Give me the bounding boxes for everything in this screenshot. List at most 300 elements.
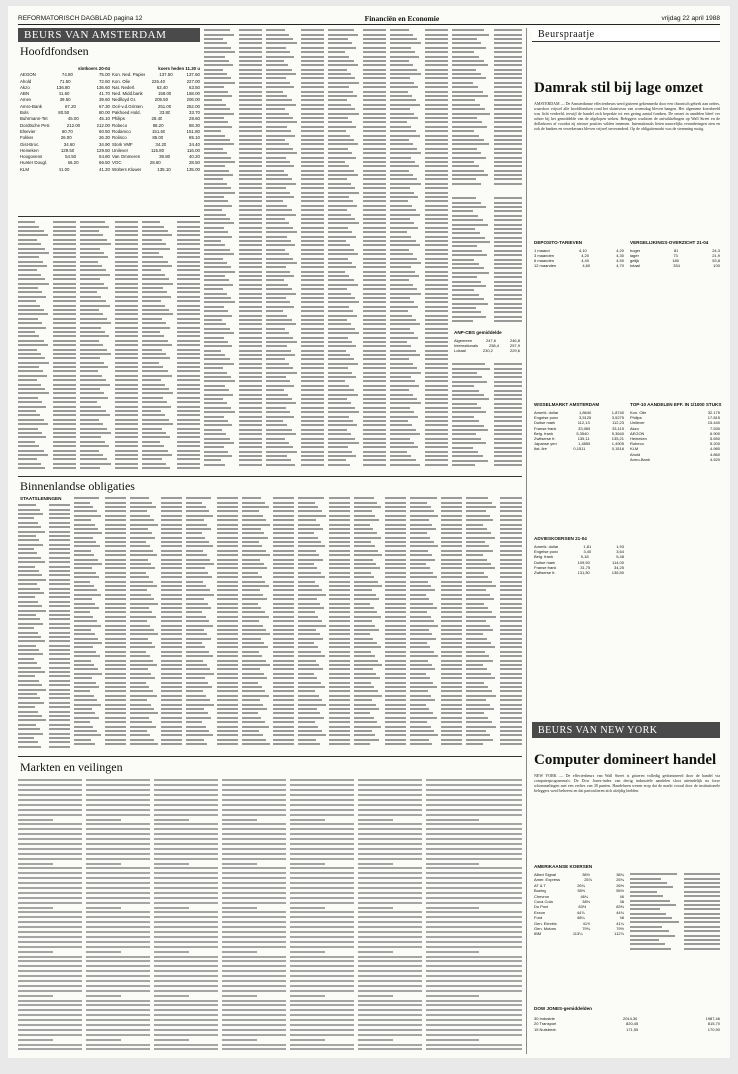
row-value: 4,20 xyxy=(581,253,589,258)
row-value: 41.60 xyxy=(58,91,70,97)
row-value: 80.00 xyxy=(98,110,110,116)
row-value: 158.00 xyxy=(186,91,200,97)
row-value: 54.80 xyxy=(99,154,110,160)
row-label: AEGON xyxy=(630,430,645,436)
row-value: 3,40 xyxy=(583,549,592,555)
row-value: 28.60 xyxy=(149,160,161,166)
row-label: 12 maanden xyxy=(534,263,557,268)
header-left: REFORMATORISCH DAGBLAD pagina 12 xyxy=(18,14,143,22)
row-value: 2014,36 xyxy=(622,1016,638,1021)
amerik-table xyxy=(534,872,624,952)
row-label: Unilever xyxy=(112,147,129,153)
row-value: 4,10 xyxy=(578,248,587,253)
adviesk-title: ADVIESKOERSEN 21-04 xyxy=(534,536,587,541)
row-label: Robeco xyxy=(630,441,644,447)
beurspraatje-headline: Damrak stil bij lage omzet xyxy=(534,80,704,96)
row-value: 79½ xyxy=(616,926,624,932)
row-value: 4,30 xyxy=(616,253,624,258)
row-value: 41.20 xyxy=(99,166,110,172)
row-label: Chevron xyxy=(534,893,550,899)
row-label: Amerik. dollar xyxy=(534,544,559,549)
row-value: 26½ xyxy=(616,882,624,888)
row-label: Exxon xyxy=(534,909,546,915)
row-value: 0,1511 xyxy=(573,446,586,452)
row-value: 6.900 xyxy=(709,430,720,436)
stocks-col-3 xyxy=(142,220,200,472)
stocks-col-6 xyxy=(328,28,386,472)
row-value: 53,8 xyxy=(712,258,720,263)
bonds-col-3 xyxy=(130,496,182,751)
markten-col-1 xyxy=(18,778,82,1054)
row-value: 26.30 xyxy=(98,135,110,141)
row-value: 3,64 xyxy=(616,549,624,555)
row-value: 158.00 xyxy=(157,91,172,97)
row-label: hoger xyxy=(630,248,641,253)
table-row xyxy=(454,348,520,353)
stocks-col-9 xyxy=(452,196,522,326)
row-value: 0,1516 xyxy=(611,446,624,452)
row-label: Philips xyxy=(112,116,125,122)
bonds-col-9 xyxy=(466,496,522,751)
row-value: 114,00 xyxy=(612,559,624,565)
row-value: 4,60 xyxy=(582,263,591,268)
row-label: Algemeen xyxy=(454,338,473,343)
markten-col-2 xyxy=(86,778,150,1054)
hoofdfondsen-title: Hoofdfondsen xyxy=(20,44,89,58)
row-value: 38½ xyxy=(582,872,590,877)
row-value: 33.70 xyxy=(189,110,200,116)
row-value: 28.60 xyxy=(189,116,200,122)
row-value: 137.60 xyxy=(186,72,200,78)
row-value: 229,6 xyxy=(509,348,520,353)
row-label: Du Pont xyxy=(534,904,549,910)
row-value: 1987,46 xyxy=(705,1016,720,1021)
stocks-col-10 xyxy=(452,362,522,472)
row-label: Nat. Nederl. xyxy=(112,84,136,90)
row-value: 1,8740 xyxy=(611,410,624,415)
row-label: Belg. frank xyxy=(534,430,554,436)
row-value: 1,4855 xyxy=(578,441,591,447)
row-value: 129.50 xyxy=(60,147,75,153)
row-value: 34.20 xyxy=(155,141,167,147)
wisselmarkt-table xyxy=(534,410,624,470)
row-value: 74.80 xyxy=(61,72,73,78)
row-label: Rodamco xyxy=(112,128,131,134)
row-value: 33,065 xyxy=(578,425,591,431)
row-label: Belg. frank xyxy=(534,554,554,560)
row-value: 34.60 xyxy=(63,141,75,147)
beurspraatje-body: AMSTERDAM — De Amsterdamse effectenbeurs werd gisteren gekenmerkt door een chronisch gebrek aan orders, waardoor vrijwel alle hoofdfondsen rond het slotniveau van woensdag bleven hangen. Het algemene koersbeeld was licht verdeeld, terwijl de handel zich beperkte tot een gering aantal fondsen. De omzet in aandelen bleef ver achter bij het gemiddelde van de afgelopen weken. Beleggers wachtten de ontwikkelingen op Wall Street en de dollarkoers af voordat zij nieuwe posities wilden innemen. Internationals lieten nauwelijks veranderingen zien en ook de banken en verzekeraars bleven vrijwel onveranderd. Op de obligatiemarkt was de stemming rustig. xyxy=(534,102,720,131)
col-head-slot: slotkoers 20-04 xyxy=(78,66,110,71)
row-label: KLM xyxy=(630,446,639,452)
amerik-title: AMERIKAANSE KOERSEN xyxy=(534,864,593,869)
row-value: 79¾ xyxy=(582,926,590,932)
row-value: 4.520 xyxy=(709,456,720,462)
row-value: 205.50 xyxy=(154,97,169,103)
row-label: Kon. Ned. Papier xyxy=(112,72,146,78)
row-value: 33,115 xyxy=(612,425,624,431)
row-value: 5,48 xyxy=(616,554,624,560)
row-value: 39.50 xyxy=(59,97,71,103)
row-label: Kon. Olie xyxy=(630,410,647,415)
row-label: Ahold xyxy=(630,451,641,457)
row-value: 38¾ xyxy=(616,872,624,877)
row-value: 247,6 xyxy=(485,338,496,343)
row-label: Hunter Dougl. xyxy=(20,160,48,166)
ny-banner-title: BEURS VAN NEW YORK xyxy=(538,724,658,736)
row-label: Heineken xyxy=(20,147,39,153)
row-value: 251.00 xyxy=(157,103,172,109)
row-value: 227.00 xyxy=(186,78,200,84)
row-value: 83⅜ xyxy=(616,904,624,910)
row-value: 137.50 xyxy=(159,72,173,78)
row-value: 258,4 xyxy=(488,343,499,348)
row-value: 1,8640 xyxy=(578,410,592,415)
row-label: Amer. Express xyxy=(534,877,561,883)
table-row xyxy=(534,1027,720,1032)
row-label: Stork VMF xyxy=(112,141,133,147)
row-value: 151.60 xyxy=(151,128,166,134)
row-value: 135,11 xyxy=(577,436,590,442)
row-value: 24,3 xyxy=(712,248,720,253)
row-label: VOC xyxy=(112,160,122,166)
row-label: Gen. Motors xyxy=(534,926,557,932)
stocks-col-7 xyxy=(390,28,448,472)
bonds-col-7 xyxy=(354,496,406,751)
row-value: 135.00 xyxy=(186,166,200,172)
row-value: 4.860 xyxy=(709,451,720,457)
row-value: 15.440 xyxy=(707,420,720,426)
row-value: 54.50 xyxy=(65,154,77,160)
amerik-col-2 xyxy=(630,872,720,952)
row-value: 46 xyxy=(619,893,624,899)
row-label: Akzo xyxy=(20,84,30,90)
row-label: gelijk xyxy=(630,258,640,263)
row-label: Robeco xyxy=(112,122,128,128)
row-value: 28.50 xyxy=(188,160,200,166)
row-value: 109,50 xyxy=(577,559,590,565)
row-value: 85.10 xyxy=(189,135,200,141)
row-label: Nedlloyd Gr. xyxy=(112,97,137,103)
row-value: 46¼ xyxy=(580,893,589,899)
dow-title: DOW JONES-gemiddelden xyxy=(534,1006,592,1011)
row-value: 334 xyxy=(673,263,680,268)
row-value: 257,9 xyxy=(509,343,520,348)
row-value: 55½ xyxy=(616,888,624,894)
row-label: Wolters Kluwer xyxy=(112,166,142,172)
ny-headline: Computer domineert handel xyxy=(534,752,717,768)
row-value: 67.30 xyxy=(99,103,110,109)
header-right: vrijdag 22 april 1988 xyxy=(661,14,720,22)
row-value: 39.80 xyxy=(159,154,171,160)
row-value: 75.00 xyxy=(98,72,110,78)
row-value: 5.650 xyxy=(709,436,720,442)
row-value: 60.70 xyxy=(61,128,73,134)
row-value: 246,8 xyxy=(509,338,520,343)
row-label: 1 maand xyxy=(534,248,550,253)
row-value: 113¼ xyxy=(572,931,583,937)
row-label: Internationals xyxy=(454,343,479,348)
row-value: 26.00 xyxy=(60,135,72,141)
row-label: Pakhoed Hold. xyxy=(112,110,141,116)
row-value: 116.00 xyxy=(186,147,200,153)
row-value: 820,45 xyxy=(626,1021,639,1027)
row-value: 21,9 xyxy=(712,253,720,258)
row-label: Duitse mark xyxy=(534,559,556,565)
row-value: 39.60 xyxy=(98,97,110,103)
row-value: 230,2 xyxy=(482,348,493,353)
row-value: 180 xyxy=(672,258,679,263)
row-value: 67.20 xyxy=(64,103,76,109)
row-label: Unilever xyxy=(630,420,645,426)
row-value: 34.90 xyxy=(98,141,110,147)
markten-col-4 xyxy=(222,778,286,1054)
row-value: 26¾ xyxy=(577,882,585,888)
dow-table xyxy=(534,1016,720,1046)
hoofdfondsen-left xyxy=(20,64,110,204)
stocks-col-2 xyxy=(80,220,138,472)
divider xyxy=(18,476,522,477)
row-label: Boeing xyxy=(534,888,547,894)
row-value: 5,18 xyxy=(580,554,589,560)
banner-title: BEURS VAN AMSTERDAM xyxy=(24,29,167,41)
row-value: 41.00 xyxy=(58,166,70,172)
row-value: 60.50 xyxy=(99,128,110,134)
deposito-table xyxy=(534,248,624,298)
row-value: 48¼ xyxy=(576,915,585,921)
row-label: Rolinco xyxy=(112,135,127,141)
row-value: 4,50 xyxy=(616,258,624,263)
row-label: 30 Industrie xyxy=(534,1016,555,1021)
row-value: 41.70 xyxy=(99,91,110,97)
row-value: 41¼ xyxy=(616,920,624,926)
row-value: 83½ xyxy=(578,904,587,910)
table-row xyxy=(630,263,720,268)
markten-col-3 xyxy=(154,778,218,1054)
bonds-col-1 xyxy=(18,503,70,751)
row-value: 88.20 xyxy=(152,122,164,128)
row-label: Amro-Bank xyxy=(20,103,42,109)
row-value: 45.00 xyxy=(67,116,79,122)
row-label: Japanse yen xyxy=(534,441,557,447)
row-value: 32.175 xyxy=(707,410,720,415)
row-value: 170,90 xyxy=(707,1026,720,1032)
row-value: 44⅞ xyxy=(576,909,585,915)
row-label: Bols xyxy=(20,110,29,116)
row-value: 34.40 xyxy=(189,141,200,147)
row-value: 38 xyxy=(619,899,624,905)
row-label: Océ-v.d.Grinten xyxy=(112,103,143,109)
row-value: 4,40 xyxy=(581,258,589,263)
row-value: 3,5125 xyxy=(579,415,592,421)
row-label: ABN xyxy=(20,91,30,97)
row-value: 44¾ xyxy=(616,909,624,915)
row-label: Gist-Broc. xyxy=(20,141,40,147)
row-label: Franse frank xyxy=(534,564,557,570)
row-value: 136,50 xyxy=(611,570,624,576)
row-label: Gen. Electric xyxy=(534,920,557,926)
beurspraatje-title: Beurspraatje xyxy=(538,29,595,40)
row-label: Franse frank xyxy=(534,425,557,431)
staatsleningen-label: STAATSLENINGEN xyxy=(20,496,62,501)
row-value: 28.40 xyxy=(151,116,163,122)
row-value: 25¾ xyxy=(616,877,624,883)
row-label: 3 maanden xyxy=(534,253,555,258)
row-label: Engelse pond xyxy=(534,549,559,555)
row-value: 31,75 xyxy=(580,564,591,570)
row-label: Allied Signal xyxy=(534,872,557,877)
row-label: Amerik. dollar xyxy=(534,410,559,415)
table-row xyxy=(20,167,110,173)
row-value: 226.40 xyxy=(151,78,166,84)
row-value: 7.530 xyxy=(709,425,720,431)
row-label: Ford xyxy=(534,915,543,921)
row-value: 136.80 xyxy=(56,84,70,90)
row-label: Ahold xyxy=(20,78,32,84)
row-value: 3,5275 xyxy=(611,415,624,421)
row-label: Duitse mark xyxy=(534,420,556,426)
row-value: 73 xyxy=(673,253,678,258)
row-value: 206.00 xyxy=(186,97,200,103)
table-row xyxy=(630,457,720,462)
row-label: Buhrmann-Tet xyxy=(20,116,48,122)
row-label: Van Ommeren xyxy=(112,154,141,160)
row-value: 71.50 xyxy=(59,78,71,84)
row-label: Fokker xyxy=(20,135,34,141)
wisselmarkt-title: WISSELMARKT AMSTERDAM xyxy=(534,402,600,407)
row-label: Elsevier xyxy=(20,128,36,134)
row-value: 131,50 xyxy=(577,570,590,576)
table-row xyxy=(534,446,624,451)
row-label: Akzo xyxy=(630,425,639,431)
row-value: 135.10 xyxy=(157,166,171,172)
row-label: totaal xyxy=(630,263,640,268)
deposito-title: DEPOSITO-TARIEVEN xyxy=(534,240,583,245)
page-header xyxy=(18,12,720,25)
table-row xyxy=(112,167,200,173)
row-value: 55⅝ xyxy=(577,888,586,894)
row-label: 15 Nutsbedr. xyxy=(534,1026,557,1032)
row-label: 6 maanden xyxy=(534,258,555,263)
row-label: IBM xyxy=(534,931,542,937)
row-value: 33.80 xyxy=(159,110,171,116)
row-value: 41⅜ xyxy=(582,920,591,926)
anp-title: ANP-CBS gemiddelde xyxy=(454,330,502,335)
obligaties-title: Binnenlandse obligaties xyxy=(20,479,135,493)
row-value: 80.50 xyxy=(58,110,70,116)
row-label: Ned. Midd.bank xyxy=(112,91,143,97)
row-label: Philips xyxy=(630,415,642,421)
markten-col-5 xyxy=(290,778,354,1054)
bonds-col-6 xyxy=(298,496,350,751)
row-label: AEGON xyxy=(20,72,36,78)
row-label: Hoogovens xyxy=(20,154,43,160)
row-label: Amro-Bank xyxy=(630,456,651,462)
row-value: 136.60 xyxy=(96,84,110,90)
row-label: Lokaal xyxy=(454,348,466,353)
row-value: 72.60 xyxy=(98,78,110,84)
column-rule xyxy=(526,28,527,1054)
row-label: Engelse pond xyxy=(534,415,559,421)
row-value: 66.50 xyxy=(99,160,110,166)
bonds-col-2 xyxy=(74,496,126,751)
row-value: 81 xyxy=(673,248,679,253)
ny-body: NEW YORK — De effectenbeurs van Wall Street is gisteren volledig gedomineerd door de handel via computerprogramma's. De Dow Jones-index van dertig industriële aandelen sloot uiteindelijk na forse schommelingen met een verlies van 30 punten. Handelaren wezen erop dat de markt vooral door de institutionele beleggers werd beheerst en dat particulieren zich afzijdig hielden. xyxy=(534,774,720,793)
stocks-col-8 xyxy=(452,28,522,188)
markten-col-7 xyxy=(426,778,522,1054)
stocks-col-1 xyxy=(18,220,76,472)
row-value: 88.30 xyxy=(188,122,200,128)
divider xyxy=(18,216,200,217)
row-label: Zwitserse fr. xyxy=(534,436,556,442)
row-value: 212.00 xyxy=(66,122,81,128)
row-label: Heineken xyxy=(630,436,647,442)
row-value: 1,93 xyxy=(616,544,624,549)
beurs-ny-banner xyxy=(532,722,720,738)
row-value: 212.00 xyxy=(96,122,110,128)
stocks-col-4 xyxy=(204,28,262,472)
row-value: 112,23 xyxy=(612,420,624,426)
row-value: 40.20 xyxy=(188,154,200,160)
row-value: 171,55 xyxy=(626,1026,639,1032)
row-label: Kon. Olie xyxy=(112,78,131,84)
row-value: 151.80 xyxy=(186,128,200,134)
row-label: AT & T xyxy=(534,882,547,888)
row-value: 1,4905 xyxy=(611,441,624,447)
row-value: 85.00 xyxy=(152,135,164,141)
table-row xyxy=(534,570,624,575)
row-value: 63.50 xyxy=(189,84,200,90)
row-label: Coca Cola xyxy=(534,899,553,905)
markten-col-6 xyxy=(358,778,422,1054)
row-value: 4,70 xyxy=(616,263,624,268)
row-label: Zwitserse fr. xyxy=(534,570,556,576)
row-label: 20 Transport xyxy=(534,1021,557,1027)
hoofdfondsen-right xyxy=(112,64,200,204)
row-value: 115.80 xyxy=(150,147,165,153)
vergelijking-title: VERGELIJKINGS-OVERZICHT 21-04 xyxy=(630,240,709,245)
vergelijking-table xyxy=(630,248,720,278)
newspaper-page xyxy=(8,6,730,1058)
row-value: 66.20 xyxy=(67,160,79,166)
row-label: Ital. lire xyxy=(534,446,547,452)
bonds-col-8 xyxy=(410,496,462,751)
divider xyxy=(18,756,522,757)
beurspraatje-banner xyxy=(532,28,720,42)
row-label: Dordtsche Petr. xyxy=(20,122,51,128)
row-value: 5,3540 xyxy=(576,430,589,436)
row-value: 112,13 xyxy=(577,420,590,426)
bonds-col-4 xyxy=(186,496,238,751)
row-value: 45.10 xyxy=(98,116,110,122)
row-value: 25⅞ xyxy=(584,877,592,883)
row-label: Amev xyxy=(20,97,32,103)
row-value: 815,70 xyxy=(707,1021,720,1027)
table-row xyxy=(534,263,624,268)
header-center: Financiën en Economie xyxy=(364,13,440,23)
row-value: 1,81 xyxy=(583,544,592,549)
bonds-col-5 xyxy=(242,496,294,751)
col-head-heden: koers heden 11.30 u xyxy=(158,66,200,71)
stocks-col-5 xyxy=(266,28,324,472)
row-label: KLM xyxy=(20,166,30,172)
row-value: 4,20 xyxy=(616,248,624,253)
row-value: 135,21 xyxy=(611,436,624,442)
row-value: 5.200 xyxy=(709,441,720,447)
row-label: lager xyxy=(630,253,639,258)
markten-title: Markten en veilingen xyxy=(20,760,123,774)
row-value: 63.40 xyxy=(156,84,168,90)
